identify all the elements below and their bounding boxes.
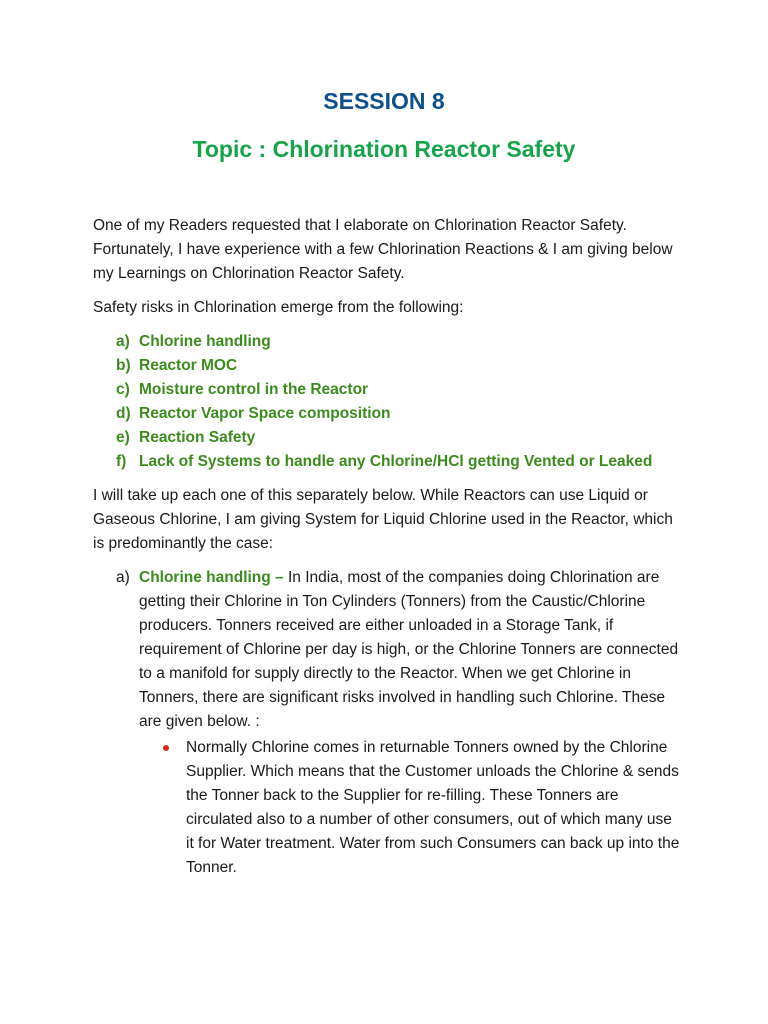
risk-item [93, 426, 683, 450]
risk-label: Lack of Systems to handle any Chlorine/HCl getting Vented or Leaked [139, 453, 653, 470]
intro-paragraph: One of my Readers requested that I elaborate on Chlorination Reactor Safety. Fortunately, I have experience with a few Chlorination Reactions & I am giving below my Learnings on Chlorination Reactor Safety. [93, 217, 673, 282]
section-a-body: In India, most of the companies doing Chlorination are getting their Chlorine in Ton Cylinders (Tonners) from the Caustic/Chlorine producers. Tonners received are either unloaded in a Storage Tank, if requirement of Chlorine per day is high, or the Chlorine Tonners are connected to a manifold for supply directly to the Reactor. When we get Chlorine in Tonners, there are significant risks involved in handling such Chlorine. These are given below. : [139, 569, 679, 730]
session-heading: SESSION 8 [323, 88, 445, 114]
risk-item [93, 402, 683, 426]
bullet-item [186, 736, 683, 880]
risk-label: Chlorine handling [139, 333, 271, 350]
risks-intro: Safety risks in Chlorination emerge from the following: [93, 299, 464, 316]
topic-heading: Topic : Chlorination Reactor Safety [192, 136, 576, 162]
transition-paragraph: I will take up each one of this separately below. While Reactors can use Liquid or Gaseous Chlorine, I am giving System for Liquid Chlorine used in the Reactor, which is predominantly the case: [93, 487, 673, 552]
risk-list [93, 330, 683, 474]
risk-marker: e) [116, 429, 130, 446]
risk-marker: a) [116, 333, 130, 350]
bullet-dot-icon [163, 745, 169, 751]
section-a-bullets [139, 736, 683, 880]
bullet-text: Normally Chlorine comes in returnable Tonners owned by the Chlorine Supplier. Which means that the Customer unloads the Chlorine & sends the Tonner back to the Supplier for re-filling. These Tonners are circulated also to a number of other consumers, out of which many use it for Water treatment. Water from such Consumers can back up into the Tonner. [186, 739, 680, 876]
section-a-chlorine-handling [93, 566, 683, 880]
risk-marker: c) [116, 381, 130, 398]
risk-label: Reactor MOC [139, 357, 238, 374]
risk-item [93, 450, 683, 474]
risk-marker: b) [116, 357, 131, 374]
risk-label: Reactor Vapor Space composition [139, 405, 391, 422]
section-a-lead: Chlorine handling – [139, 569, 284, 586]
risk-item [93, 378, 683, 402]
risk-marker: f) [116, 453, 127, 470]
risk-item [93, 330, 683, 354]
risk-label: Reaction Safety [139, 429, 256, 446]
risk-item [93, 354, 683, 378]
section-a-marker: a) [116, 569, 130, 586]
section-a-text [139, 569, 678, 730]
risk-label: Moisture control in the Reactor [139, 381, 369, 398]
risk-marker: d) [116, 405, 131, 422]
document-body [93, 214, 683, 880]
